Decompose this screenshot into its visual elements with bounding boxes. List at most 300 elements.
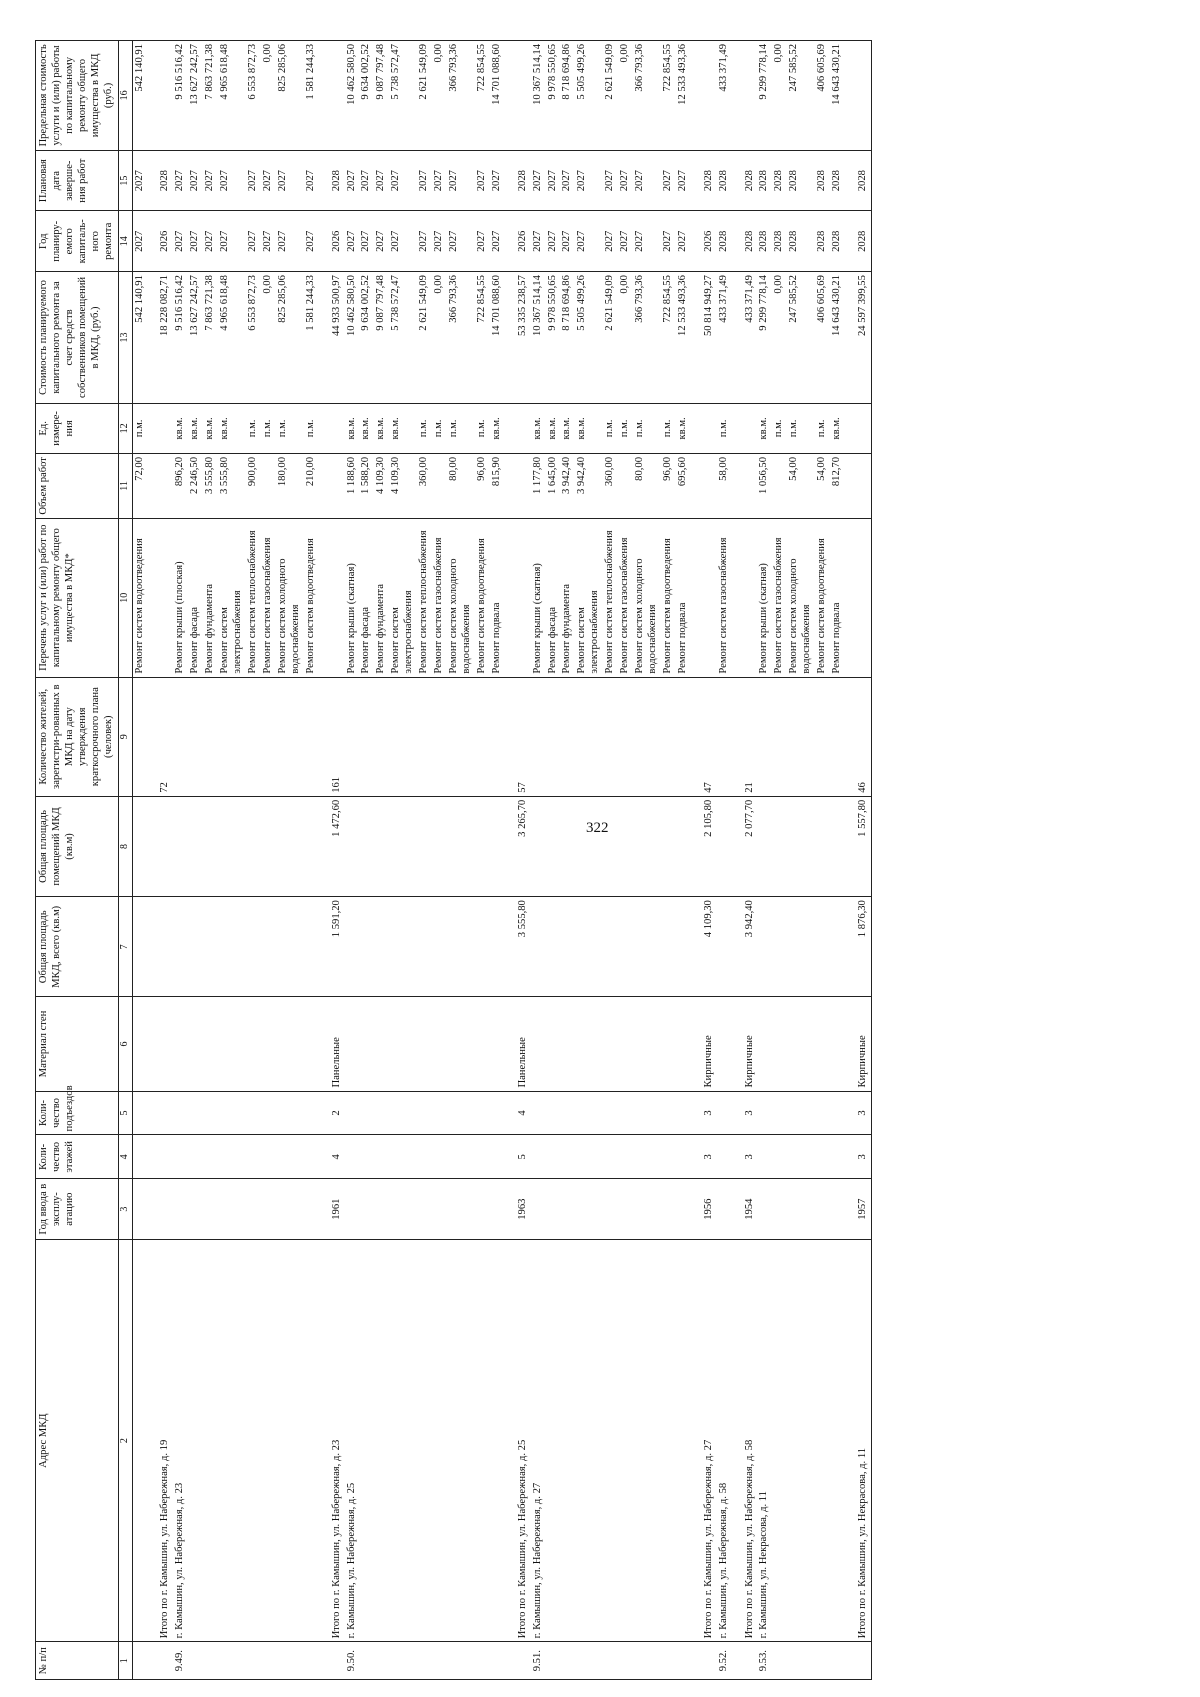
cell-col-2: [304, 1239, 319, 1641]
work-limit-cost: 5 505 499,26: [575, 41, 603, 151]
work-unit: кв.м.: [560, 403, 575, 453]
cell-col-7: [188, 897, 203, 997]
cell-col-1: [218, 1642, 246, 1680]
work-name: Ремонт систем теплоснабжения: [603, 518, 618, 677]
column-header-5: Коли-чество подъездов: [36, 1091, 119, 1135]
work-year: 2027: [173, 211, 188, 272]
work-year: 2027: [676, 211, 691, 272]
total-row: [732, 41, 758, 1680]
cell-col-7: [490, 897, 505, 997]
work-volume: 180,00: [276, 453, 304, 518]
cell-col-3: [147, 1179, 173, 1240]
total-end-date: 2028: [505, 150, 531, 211]
cell-col-7: [603, 897, 618, 997]
cell-col-4: [389, 1135, 417, 1179]
work-cost: 14 701 088,60: [490, 272, 505, 404]
cell-col-2: [432, 1239, 447, 1641]
work-row: [546, 41, 561, 1680]
cell-col-4: [757, 1135, 772, 1179]
capital-repair-table: [35, 40, 872, 1680]
cell-col-8: [676, 796, 691, 896]
work-end-date: 2027: [132, 150, 147, 211]
cell-col-5: [345, 1091, 360, 1135]
work-volume: 815,90: [490, 453, 505, 518]
work-row: [188, 41, 203, 1680]
work-unit: п.м.: [132, 403, 147, 453]
year-built: 1954: [732, 1179, 758, 1240]
work-end-date: 2027: [603, 150, 618, 211]
total-label: Итого по г. Камышин, ул. Набережная, д. 58: [732, 1239, 758, 1641]
work-limit-cost: 542 140,91: [132, 41, 147, 151]
cell-col-5: [676, 1091, 691, 1135]
work-year: 2028: [717, 211, 732, 272]
work-end-date: 2027: [475, 150, 490, 211]
cell-col-3: [787, 1179, 815, 1240]
work-limit-cost: 406 605,69: [815, 41, 830, 151]
cell-col-9: [132, 677, 147, 796]
work-name: Ремонт фасада: [359, 518, 374, 677]
work-volume: 1 177,80: [531, 453, 546, 518]
cell-col-8: [475, 796, 490, 896]
cell-col-2: [490, 1239, 505, 1641]
work-unit: п.м.: [618, 403, 633, 453]
cell-col-2: [132, 1239, 147, 1641]
cell-col-6: [359, 997, 374, 1091]
work-unit: п.м.: [603, 403, 618, 453]
cell-col-4: [633, 1135, 661, 1179]
cell-col-9: [203, 677, 218, 796]
work-year: 2027: [218, 211, 246, 272]
cell-col-7: [246, 897, 261, 997]
cell-col-8: [661, 796, 676, 896]
building-address: г. Камышин, ул. Набережная, д. 23: [173, 1239, 188, 1641]
cell-col-6: [633, 997, 661, 1091]
work-unit: п.м.: [447, 403, 475, 453]
cell-col-6: [618, 997, 633, 1091]
cell-col-5: [757, 1091, 772, 1135]
cell-col-6: [304, 997, 319, 1091]
cell-col-2: [246, 1239, 261, 1641]
work-limit-cost: 12 533 493,36: [676, 41, 691, 151]
cell-col-4: [475, 1135, 490, 1179]
cell-col-8: [447, 796, 475, 896]
cell-col-7: [830, 897, 845, 997]
work-row: [787, 41, 815, 1680]
cell-col-9: [717, 677, 732, 796]
column-number-16: 16: [118, 41, 132, 151]
cell-col-2: [546, 1239, 561, 1641]
cell-col-6: [276, 997, 304, 1091]
work-volume: 210,00: [304, 453, 319, 518]
total-row: [691, 41, 717, 1680]
work-name: Ремонт систем водоотведения: [132, 518, 147, 677]
cell-col-11: [732, 453, 758, 518]
cell-col-1: [661, 1642, 676, 1680]
work-year: 2027: [261, 211, 276, 272]
cell-col-6: [475, 997, 490, 1091]
work-name: Ремонт систем электроснабжения: [218, 518, 246, 677]
cell-col-3: [815, 1179, 830, 1240]
column-number-8: 8: [118, 796, 132, 896]
cell-col-5: [560, 1091, 575, 1135]
cell-col-12: [845, 403, 871, 453]
work-name: Ремонт крыши (плоская): [173, 518, 188, 677]
cell-col-7: [304, 897, 319, 997]
cell-col-7: [389, 897, 417, 997]
work-cost: 5 505 499,26: [575, 272, 603, 404]
cell-col-7: [173, 897, 188, 997]
work-volume: 54,00: [787, 453, 815, 518]
cell-col-5: [359, 1091, 374, 1135]
work-row: [218, 41, 246, 1680]
work-end-date: 2027: [531, 150, 546, 211]
work-limit-cost: 6 553 872,73: [246, 41, 261, 151]
cell-col-5: [261, 1091, 276, 1135]
work-limit-cost: 2 621 549,09: [603, 41, 618, 151]
work-unit: кв.м.: [359, 403, 374, 453]
work-limit-cost: 9 299 778,14: [757, 41, 772, 151]
cell-col-8: [575, 796, 603, 896]
cell-col-6: [603, 997, 618, 1091]
work-cost: 542 140,91: [132, 272, 147, 404]
total-year: 2026: [147, 211, 173, 272]
cell-col-4: [132, 1135, 147, 1179]
work-unit: п.м.: [772, 403, 787, 453]
column-number-6: 6: [118, 997, 132, 1091]
work-year: 2027: [304, 211, 319, 272]
cell-col-12: [691, 403, 717, 453]
cell-col-6: [173, 997, 188, 1091]
wall-material: Панельные: [319, 997, 345, 1091]
cell-col-7: [661, 897, 676, 997]
cell-col-1: [276, 1642, 304, 1680]
work-row: [575, 41, 603, 1680]
cell-col-16: [845, 41, 871, 151]
floor-count: 3: [691, 1135, 717, 1179]
year-built: 1957: [845, 1179, 871, 1240]
cell-col-8: [815, 796, 830, 896]
work-unit: кв.м.: [546, 403, 561, 453]
cell-col-9: [374, 677, 389, 796]
work-year: 2027: [389, 211, 417, 272]
work-end-date: 2027: [546, 150, 561, 211]
cell-col-6: [188, 997, 203, 1091]
work-volume: 1 188,60: [345, 453, 360, 518]
cell-col-2: [203, 1239, 218, 1641]
work-row: [475, 41, 490, 1680]
cell-col-12: [147, 403, 173, 453]
work-volume: 80,00: [447, 453, 475, 518]
work-end-date: 2028: [830, 150, 845, 211]
cell-col-2: [188, 1239, 203, 1641]
cell-col-5: [374, 1091, 389, 1135]
table-header: [36, 41, 133, 1680]
cell-col-1: [203, 1642, 218, 1680]
work-year: 2027: [345, 211, 360, 272]
cell-col-4: [432, 1135, 447, 1179]
work-end-date: 2027: [246, 150, 261, 211]
cell-col-8: [531, 796, 546, 896]
cell-col-3: [676, 1179, 691, 1240]
work-name: Ремонт систем газоснабжения: [261, 518, 276, 677]
cell-col-3: [603, 1179, 618, 1240]
work-name: Ремонт систем холодного водоснабжения: [787, 518, 815, 677]
cell-col-2: [359, 1239, 374, 1641]
cell-col-4: [218, 1135, 246, 1179]
cell-col-5: [417, 1091, 432, 1135]
cell-col-5: [147, 1091, 173, 1135]
year-built: 1961: [319, 1179, 345, 1240]
work-limit-cost: 825 285,06: [276, 41, 304, 151]
cell-col-6: [447, 997, 475, 1091]
cell-col-6: [560, 997, 575, 1091]
cell-col-1: [188, 1642, 203, 1680]
work-end-date: 2028: [757, 150, 772, 211]
column-number-13: 13: [118, 272, 132, 404]
cell-col-1: [447, 1642, 475, 1680]
row-number: 9.49.: [173, 1642, 188, 1680]
total-end-date: 2028: [691, 150, 717, 211]
total-residents: 47: [691, 677, 717, 796]
cell-col-9: [787, 677, 815, 796]
cell-col-6: [345, 997, 360, 1091]
row-number: 9.52.: [717, 1642, 732, 1680]
work-volume: 695,60: [676, 453, 691, 518]
work-name: Ремонт систем газоснабжения: [772, 518, 787, 677]
cell-col-9: [661, 677, 676, 796]
total-residents: 46: [845, 677, 871, 796]
work-row: [345, 41, 360, 1680]
cell-col-5: [188, 1091, 203, 1135]
cell-col-1: [575, 1642, 603, 1680]
work-end-date: 2027: [359, 150, 374, 211]
cell-col-4: [276, 1135, 304, 1179]
cell-col-2: [560, 1239, 575, 1641]
cell-col-1: [490, 1642, 505, 1680]
work-name: Ремонт фундамента: [374, 518, 389, 677]
cell-col-5: [447, 1091, 475, 1135]
cell-col-12: [732, 403, 758, 453]
year-built: 1963: [505, 1179, 531, 1240]
cell-col-16: [147, 41, 173, 151]
cell-col-4: [246, 1135, 261, 1179]
work-cost: 247 585,52: [787, 272, 815, 404]
cell-col-9: [173, 677, 188, 796]
work-row: [203, 41, 218, 1680]
cell-col-3: [276, 1179, 304, 1240]
cell-col-9: [490, 677, 505, 796]
work-cost: 366 793,36: [633, 272, 661, 404]
cell-col-9: [676, 677, 691, 796]
work-name: Ремонт крыши (скатная): [531, 518, 546, 677]
work-limit-cost: 7 863 721,38: [203, 41, 218, 151]
work-limit-cost: 14 701 088,60: [490, 41, 505, 151]
work-row: [830, 41, 845, 1680]
work-name: Ремонт систем холодного водоснабжения: [447, 518, 475, 677]
work-row: [618, 41, 633, 1680]
work-year: 2027: [432, 211, 447, 272]
total-year: 2028: [732, 211, 758, 272]
work-volume: 1 645,00: [546, 453, 561, 518]
work-year: 2027: [417, 211, 432, 272]
cell-col-8: [772, 796, 787, 896]
work-cost: 12 533 493,36: [676, 272, 691, 404]
column-header-2: Адрес МКД: [36, 1239, 119, 1641]
cell-col-8: [246, 796, 261, 896]
cell-col-1: [389, 1642, 417, 1680]
work-end-date: 2027: [374, 150, 389, 211]
cell-col-1: [246, 1642, 261, 1680]
header-row: [36, 41, 119, 1680]
cell-col-4: [830, 1135, 845, 1179]
cell-col-2: [261, 1239, 276, 1641]
work-end-date: 2027: [633, 150, 661, 211]
work-row: [603, 41, 618, 1680]
work-name: Ремонт систем теплоснабжения: [417, 518, 432, 677]
cell-col-5: [633, 1091, 661, 1135]
cell-col-11: [505, 453, 531, 518]
work-limit-cost: 0,00: [772, 41, 787, 151]
work-row: [276, 41, 304, 1680]
floor-count: 5: [505, 1135, 531, 1179]
work-end-date: 2027: [276, 150, 304, 211]
work-year: 2028: [787, 211, 815, 272]
cell-col-6: [787, 997, 815, 1091]
cell-col-6: [531, 997, 546, 1091]
cell-col-5: [490, 1091, 505, 1135]
work-year: 2027: [447, 211, 475, 272]
work-end-date: 2027: [203, 150, 218, 211]
cell-col-1: [676, 1642, 691, 1680]
building-address: г. Камышин, ул. Набережная, д. 27: [531, 1239, 546, 1641]
floor-count: 4: [319, 1135, 345, 1179]
total-end-date: 2028: [319, 150, 345, 211]
cell-col-1: [304, 1642, 319, 1680]
work-row: [417, 41, 432, 1680]
cell-col-2: [815, 1239, 830, 1641]
cell-col-16: [319, 41, 345, 151]
cell-col-9: [618, 677, 633, 796]
work-volume: 80,00: [633, 453, 661, 518]
work-year: 2027: [475, 211, 490, 272]
work-cost: 9 299 778,14: [757, 272, 772, 404]
work-year: 2027: [246, 211, 261, 272]
cell-col-10: [691, 518, 717, 677]
work-cost: 0,00: [261, 272, 276, 404]
cell-col-11: [845, 453, 871, 518]
cell-col-6: [147, 997, 173, 1091]
column-number-15: 15: [118, 150, 132, 211]
cell-col-5: [603, 1091, 618, 1135]
cell-col-5: [661, 1091, 676, 1135]
cell-col-3: [661, 1179, 676, 1240]
cell-col-9: [432, 677, 447, 796]
work-row: [490, 41, 505, 1680]
work-limit-cost: 433 371,49: [717, 41, 732, 151]
total-residents: 72: [147, 677, 173, 796]
column-header-4: Коли-чество этажей: [36, 1135, 119, 1179]
work-limit-cost: 9 634 002,52: [359, 41, 374, 151]
cell-col-3: [261, 1179, 276, 1240]
work-year: 2027: [560, 211, 575, 272]
work-row: [261, 41, 276, 1680]
total-residents: 57: [505, 677, 531, 796]
wall-material: Панельные: [505, 997, 531, 1091]
cell-col-1: [732, 1642, 758, 1680]
cell-col-9: [546, 677, 561, 796]
work-volume: 3 555,80: [218, 453, 246, 518]
cell-col-2: [417, 1239, 432, 1641]
cell-col-4: [147, 1135, 173, 1179]
cell-col-8: [359, 796, 374, 896]
cell-col-3: [188, 1179, 203, 1240]
cell-col-6: [389, 997, 417, 1091]
entrance-count: 3: [845, 1091, 871, 1135]
work-year: 2028: [757, 211, 772, 272]
work-row: [661, 41, 676, 1680]
total-label: Итого по г. Камышин, ул. Набережная, д. 23: [319, 1239, 345, 1641]
cell-col-4: [173, 1135, 188, 1179]
cell-col-10: [845, 518, 871, 677]
cell-col-2: [575, 1239, 603, 1641]
work-year: 2027: [374, 211, 389, 272]
work-name: Ремонт систем газоснабжения: [618, 518, 633, 677]
cell-col-7: [218, 897, 246, 997]
cell-col-6: [676, 997, 691, 1091]
cell-col-6: [546, 997, 561, 1091]
cell-col-8: [132, 796, 147, 896]
work-cost: 10 367 514,14: [531, 272, 546, 404]
cell-col-8: [345, 796, 360, 896]
total-year: 2026: [505, 211, 531, 272]
work-year: 2027: [490, 211, 505, 272]
work-unit: п.м.: [787, 403, 815, 453]
cell-col-8: [304, 796, 319, 896]
column-number-14: 14: [118, 211, 132, 272]
total-label: Итого по г. Камышин, ул. Набережная, д. 25: [505, 1239, 531, 1641]
cell-col-4: [717, 1135, 732, 1179]
work-volume: 58,00: [717, 453, 732, 518]
cell-col-7: [772, 897, 787, 997]
work-limit-cost: 9 087 797,48: [374, 41, 389, 151]
cell-col-4: [575, 1135, 603, 1179]
work-cost: 9 087 797,48: [374, 272, 389, 404]
cell-col-2: [218, 1239, 246, 1641]
total-cost: 24 597 399,55: [845, 272, 871, 404]
work-unit: п.м.: [432, 403, 447, 453]
column-header-10: Перечень услуг и (или) работ по капитальному ремонту общего имущества в МКД*: [36, 518, 119, 677]
cell-col-5: [830, 1091, 845, 1135]
cell-col-8: [173, 796, 188, 896]
cell-col-7: [815, 897, 830, 997]
rotated-table-area: [35, 40, 1155, 1680]
work-volume: 900,00: [246, 453, 261, 518]
cell-col-3: [475, 1179, 490, 1240]
column-header-7: Общая площадь МКД, всего (кв.м): [36, 897, 119, 997]
cell-col-10: [147, 518, 173, 677]
column-number-row: [118, 41, 132, 1680]
work-year: 2027: [203, 211, 218, 272]
work-end-date: 2027: [218, 150, 246, 211]
total-area: 3 555,80: [505, 897, 531, 997]
cell-col-3: [830, 1179, 845, 1240]
work-end-date: 2028: [815, 150, 830, 211]
cell-col-8: [276, 796, 304, 896]
cell-col-1: [603, 1642, 618, 1680]
cell-col-8: [717, 796, 732, 896]
work-limit-cost: 5 738 572,47: [389, 41, 417, 151]
cell-col-3: [531, 1179, 546, 1240]
